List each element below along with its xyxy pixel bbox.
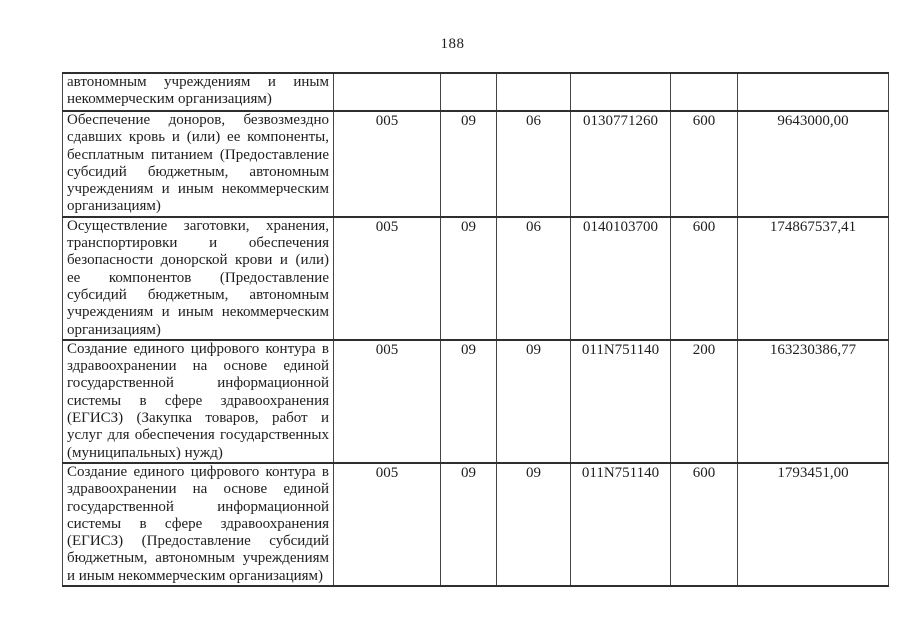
- activity-name-cell: Обеспечение доноров, безвозмездно сдавших кровь и (или) ее компоненты, бесплатным питанием (Предоставление субсидий бюджетным, автономным учреждениям и иным некоммерческим организациям): [63, 111, 334, 217]
- activity-name-cell: автономным учреждениям и иным некоммерческим организациям): [63, 73, 334, 111]
- expense-type-cell: 600: [671, 217, 738, 340]
- subsection-code-cell: [497, 73, 571, 111]
- section-code-cell: 09: [441, 463, 497, 586]
- grbs-code-cell: 005: [334, 340, 441, 463]
- amount-cell: 1793451,00: [738, 463, 889, 586]
- subsection-code-cell: 06: [497, 217, 571, 340]
- target-article-cell: 011N751140: [571, 340, 671, 463]
- table-row: [63, 73, 889, 111]
- target-article-cell: [571, 73, 671, 111]
- expense-type-cell: 600: [671, 111, 738, 217]
- subsection-code-cell: 09: [497, 463, 571, 586]
- budget-allocations-table: [62, 72, 889, 587]
- grbs-code-cell: 005: [334, 111, 441, 217]
- target-article-cell: 0130771260: [571, 111, 671, 217]
- table-row: [63, 217, 889, 340]
- section-code-cell: 09: [441, 340, 497, 463]
- grbs-code-cell: 005: [334, 463, 441, 586]
- page-number: 188: [440, 36, 465, 52]
- subsection-code-cell: 06: [497, 111, 571, 217]
- table-row: [63, 111, 889, 217]
- amount-cell: 163230386,77: [738, 340, 889, 463]
- section-code-cell: [441, 73, 497, 111]
- activity-name-cell: Создание единого цифрового контура в здравоохранении на основе единой государственной информационной системы в сфере здравоохранения (ЕГИСЗ) (Закупка товаров, работ и услуг для обеспечения государственных (муниципальных) нужд): [63, 340, 334, 463]
- subsection-code-cell: 09: [497, 340, 571, 463]
- expense-type-cell: [671, 73, 738, 111]
- amount-cell: [738, 73, 889, 111]
- grbs-code-cell: [334, 73, 441, 111]
- table-row: [63, 463, 889, 586]
- section-code-cell: 09: [441, 217, 497, 340]
- target-article-cell: 0140103700: [571, 217, 671, 340]
- grbs-code-cell: 005: [334, 217, 441, 340]
- section-code-cell: 09: [441, 111, 497, 217]
- table-row: [63, 340, 889, 463]
- expense-type-cell: 200: [671, 340, 738, 463]
- amount-cell: 174867537,41: [738, 217, 889, 340]
- activity-name-cell: Создание единого цифрового контура в здравоохранении на основе единой государственной информационной системы в сфере здравоохранения (ЕГИСЗ) (Предоставление субсидий бюджетным, автономным учреждениям и иным некоммерческим организациям): [63, 463, 334, 586]
- expense-type-cell: 600: [671, 463, 738, 586]
- amount-cell: 9643000,00: [738, 111, 889, 217]
- activity-name-cell: Осуществление заготовки, хранения, транспортировки и обеспечения безопасности донорской крови и (или) ее компонентов (Предоставление субсидий бюджетным, автономным учреждениям и иным некоммерческим организациям): [63, 217, 334, 340]
- target-article-cell: 011N751140: [571, 463, 671, 586]
